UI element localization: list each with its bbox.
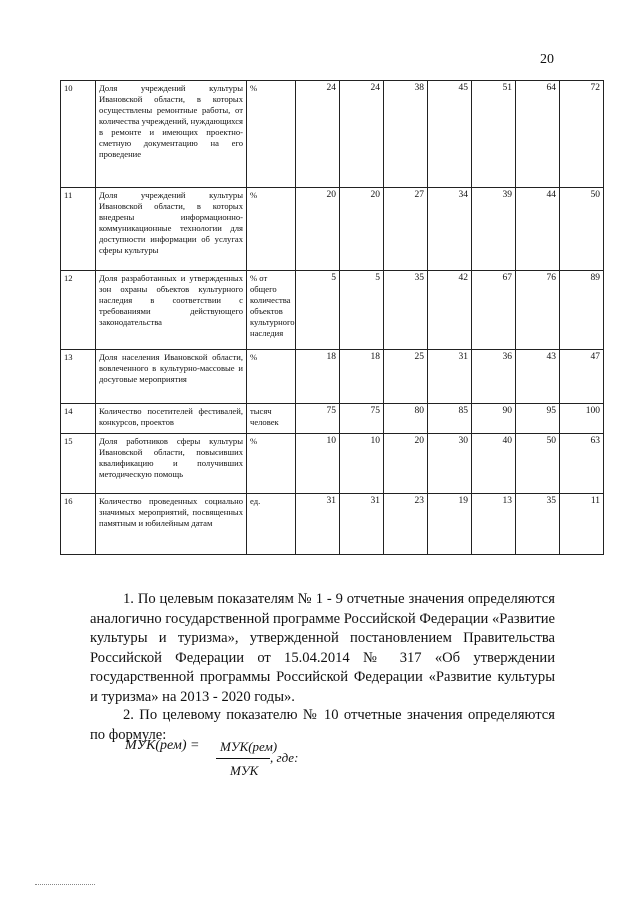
value-cell: 23	[384, 494, 428, 555]
value-cell: 72	[560, 81, 604, 188]
row-number: 13	[61, 350, 96, 404]
value-cell: 20	[384, 434, 428, 494]
value-cell: 80	[384, 404, 428, 434]
unit: %	[247, 350, 296, 404]
value-cell: 20	[296, 188, 340, 271]
unit: %	[247, 434, 296, 494]
value-cell: 20	[340, 188, 384, 271]
formula-numerator: МУК(рем)	[220, 739, 278, 754]
value-cell: 43	[516, 350, 560, 404]
table-row	[61, 81, 604, 188]
value-cell: 89	[560, 271, 604, 350]
paragraph-1-text: 1. По целевым показателям № 1 - 9 отчетные значения определяются аналогично государственной программе Российской Федерации «Развитие культуры и туризма», утвержденной постановлением Правительства Российской Федерации от 15.04.2014 № 317 «Об утверждении государственной программы Российской Федерации «Развитие культуры и туризма» на 2013 - 2020 годы».	[90, 591, 555, 705]
formula-suffix: , где:	[270, 750, 299, 765]
value-cell: 42	[428, 271, 472, 350]
table-row	[61, 271, 604, 350]
value-cell: 36	[472, 350, 516, 404]
value-cell: 31	[340, 494, 384, 555]
value-cell: 64	[516, 81, 560, 188]
value-cell: 44	[516, 188, 560, 271]
value-cell: 39	[472, 188, 516, 271]
value-cell: 31	[428, 350, 472, 404]
value-cell: 50	[560, 188, 604, 271]
value-cell: 35	[516, 494, 560, 555]
unit: % от общего количества объектов культурного наследия	[247, 271, 296, 350]
value-cell: 90	[472, 404, 516, 434]
value-cell: 50	[516, 434, 560, 494]
table-row	[61, 404, 604, 434]
table-row	[61, 494, 604, 555]
value-cell: 10	[296, 434, 340, 494]
indicator-name: Количество посетителей фестивалей, конкурсов, проектов	[96, 404, 247, 434]
value-cell: 95	[516, 404, 560, 434]
fraction-bar	[216, 758, 270, 759]
indicator-name: Доля населения Ивановской области, вовлеченного в культурно-массовые и досуговые мероприятия	[96, 350, 247, 404]
unit: тысяч человек	[247, 404, 296, 434]
value-cell: 25	[384, 350, 428, 404]
value-cell: 40	[472, 434, 516, 494]
value-cell: 47	[560, 350, 604, 404]
value-cell: 76	[516, 271, 560, 350]
value-cell: 5	[296, 271, 340, 350]
value-cell: 63	[560, 434, 604, 494]
table-row	[61, 434, 604, 494]
value-cell: 18	[340, 350, 384, 404]
indicator-name: Доля учреждений культуры Ивановской области, в которых внедрены информационно-коммуникационные технологии для доступности информации об услугах сферы культуры	[96, 188, 247, 271]
value-cell: 10	[340, 434, 384, 494]
unit: %	[247, 81, 296, 188]
unit: ед.	[247, 494, 296, 555]
indicator-name: Количество проведенных социально значимых мероприятий, посвященных памятным и юбилейным датам	[96, 494, 247, 555]
value-cell: 13	[472, 494, 516, 555]
value-cell: 38	[384, 81, 428, 188]
value-cell: 27	[384, 188, 428, 271]
paragraph-1	[90, 590, 555, 707]
value-cell: 31	[296, 494, 340, 555]
row-number: 11	[61, 188, 96, 271]
value-cell: 19	[428, 494, 472, 555]
value-cell: 67	[472, 271, 516, 350]
value-cell: 45	[428, 81, 472, 188]
value-cell: 24	[296, 81, 340, 188]
row-number: 15	[61, 434, 96, 494]
page-number: 20	[540, 52, 554, 67]
value-cell: 51	[472, 81, 516, 188]
value-cell: 24	[340, 81, 384, 188]
indicators-table-body	[61, 81, 604, 555]
unit: %	[247, 188, 296, 271]
value-cell: 34	[428, 188, 472, 271]
paragraph-2-text: 2. По целевому показателю № 10 отчетные значения определяются по формуле:	[90, 707, 555, 743]
table-row	[61, 350, 604, 404]
value-cell: 75	[296, 404, 340, 434]
indicators-table	[60, 80, 604, 555]
value-cell: 18	[296, 350, 340, 404]
value-cell: 30	[428, 434, 472, 494]
value-cell: 85	[428, 404, 472, 434]
indicator-name: Доля работников сферы культуры Ивановской области, повысивших квалификацию и получивших методическую помощь	[96, 434, 247, 494]
footer-mark	[35, 884, 95, 885]
row-number: 12	[61, 271, 96, 350]
value-cell: 35	[384, 271, 428, 350]
formula-denominator: МУК	[230, 763, 259, 778]
formula-lhs: МУК(рем) =	[125, 738, 200, 753]
row-number: 10	[61, 81, 96, 188]
value-cell: 75	[340, 404, 384, 434]
value-cell: 5	[340, 271, 384, 350]
row-number: 14	[61, 404, 96, 434]
table-row	[61, 188, 604, 271]
value-cell: 11	[560, 494, 604, 555]
row-number: 16	[61, 494, 96, 555]
indicator-name: Доля учреждений культуры Ивановской области, в которых осуществлены ремонтные работы, от количества учреждений, нуждающихся в ремонте и имеющих проектно-сметную документацию на его проведение	[96, 81, 247, 188]
value-cell: 100	[560, 404, 604, 434]
indicator-name: Доля разработанных и утвержденных зон охраны объектов культурного наследия в соответствии с требованиями действующего законодательства	[96, 271, 247, 350]
